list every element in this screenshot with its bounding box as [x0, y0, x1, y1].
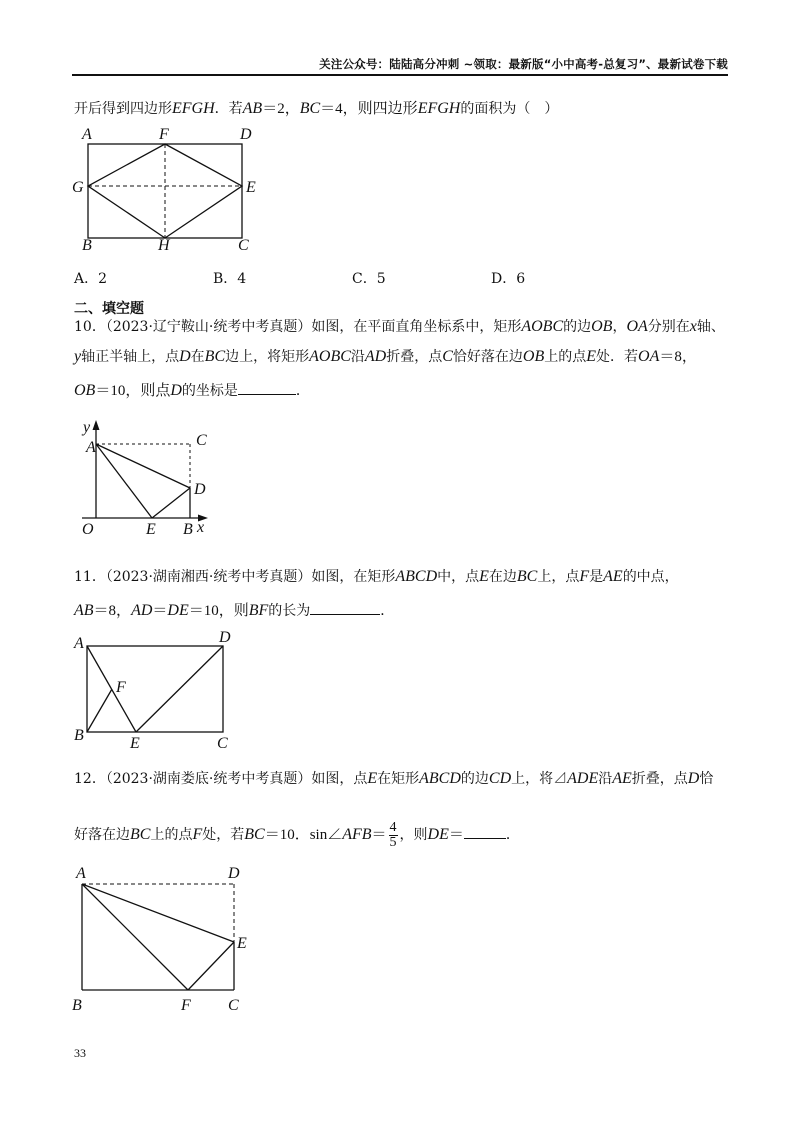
q11-figure: [70, 628, 240, 752]
q11-line-1: 11．（2023·湖南湘西·统考中考真题）如图，在矩形ABCD中，点E在边BC上，点F是AE的中点，: [74, 568, 679, 585]
q10-label-x: x: [197, 519, 205, 536]
header-rule: [72, 74, 728, 76]
q10-label-y: y: [83, 419, 91, 436]
q9-option-d: D．6: [491, 271, 526, 287]
q12-label-f: F: [181, 997, 191, 1014]
q10-line-ed: [152, 488, 190, 518]
q9-label-f: F: [159, 126, 169, 143]
page-header: 关注公众号：陆陆高分冲刺 ~领取：最新版“小中高考-总复习”、最新试卷下载: [319, 57, 728, 71]
q12-label-a: A: [76, 865, 86, 882]
q12-figure: [66, 860, 266, 1016]
q11-label-b: B: [74, 727, 84, 744]
section-title: 二、填空题: [74, 301, 144, 317]
q9-option-c: C．5: [352, 271, 386, 287]
q12-answer-blank[interactable]: [464, 824, 506, 839]
q10-label-b: B: [183, 521, 193, 538]
q12-label-c: C: [228, 997, 239, 1014]
q12-line-1: 12．（2023·湖南娄底·统考中考真题）如图，点E在矩形ABCD的边CD上，将⊿ADE沿AE折叠，点D恰: [74, 770, 714, 787]
q9-label-d: D: [240, 126, 252, 143]
page-number: 33: [74, 1046, 86, 1060]
q12-label-b: B: [72, 997, 82, 1014]
q11-label-e: E: [130, 735, 140, 752]
q10-line-3: OB＝10，则点D的坐标是 ．: [74, 382, 310, 399]
q10-line-1: 10．（2023·辽宁鞍山·统考中考真题）如图，在平面直角坐标系中，矩形AOBC的边OB，OA分别在x轴、: [74, 318, 725, 335]
q9-label-e: E: [246, 179, 256, 196]
q9-label-b: B: [82, 237, 92, 254]
q10-y-arrow: [93, 420, 100, 430]
q9-text: 开后得到四边形EFGH．若AB＝2，BC＝4，则四边形EFGH的面积为（ ）: [74, 100, 559, 117]
q10-label-c: C: [196, 432, 207, 449]
q10-label-o: O: [82, 521, 94, 538]
q10-answer-blank[interactable]: [238, 380, 296, 395]
q10-line-ae: [96, 444, 152, 518]
q10-line-ad: [96, 444, 190, 488]
q11-label-f: F: [116, 679, 126, 696]
q12-line-ae: [82, 884, 234, 942]
q9-option-a: A．2: [74, 271, 108, 287]
q10-figure: [74, 418, 224, 540]
q12-line-af: [82, 884, 188, 990]
q9-label-g: G: [72, 179, 84, 196]
q9-option-b: B．4: [213, 271, 247, 287]
q11-label-c: C: [217, 735, 228, 752]
q9-label-h: H: [158, 237, 170, 254]
q12-fraction: $\frac{4}{5}$: [389, 819, 397, 850]
q11-label-d: D: [219, 629, 231, 646]
q9-figure: [60, 122, 280, 254]
q11-line-ed: [136, 646, 223, 732]
q10-label-e: E: [146, 521, 156, 538]
q10-label-a: A: [86, 439, 96, 456]
q11-label-a: A: [74, 635, 84, 652]
q11-line-bf: [87, 689, 112, 732]
q9-label-c: C: [238, 237, 249, 254]
q12-label-d: D: [228, 865, 240, 882]
q11-line-2: AB＝8，AD＝DE＝10，则BF的长为 ．: [74, 602, 395, 619]
q11-answer-blank[interactable]: [310, 600, 380, 615]
q11-rectangle: [87, 646, 223, 732]
q12-line-2: 好落在边BC上的点F处，若BC＝10．sin∠AFB＝ $\frac{4}{5}$ ，则DE＝ ．: [74, 819, 520, 850]
q12-label-e: E: [237, 935, 247, 952]
q10-label-d: D: [194, 481, 206, 498]
q9-label-a: A: [82, 126, 92, 143]
q10-line-2: y轴正半轴上，点D在BC边上，将矩形AOBC沿AD折叠，点C恰好落在边OB上的点E处．若OA＝8，: [74, 348, 697, 365]
q12-line-fe: [188, 942, 234, 990]
